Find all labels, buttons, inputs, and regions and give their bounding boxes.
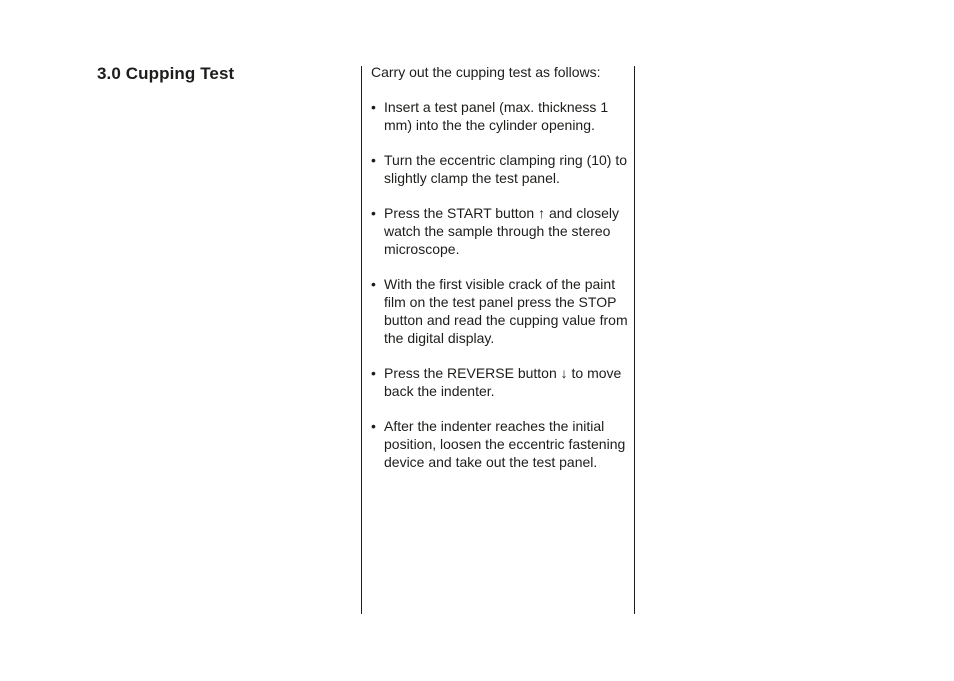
column-divider-left bbox=[361, 66, 362, 614]
instruction-step-5 bbox=[371, 364, 629, 400]
section-title: 3.0 Cupping Test bbox=[97, 64, 235, 83]
bullet-point: • bbox=[371, 99, 376, 115]
instruction-step-4 bbox=[371, 275, 629, 347]
instruction-step-text: Press the REVERSE button ↓ to move back the indenter. bbox=[384, 365, 622, 399]
instruction-step-text: After the indenter reaches the initial position, loosen the eccentric fastening device and take out the test panel. bbox=[384, 418, 626, 470]
instruction-step-text: Turn the eccentric clamping ring (10) to slightly clamp the test panel. bbox=[384, 152, 628, 186]
instruction-steps-list bbox=[371, 98, 629, 471]
bullet-point: • bbox=[371, 276, 376, 292]
instruction-step-1 bbox=[371, 98, 629, 134]
bullet-point: • bbox=[371, 418, 376, 434]
instructions-column bbox=[371, 63, 629, 488]
bullet-point: • bbox=[371, 205, 376, 221]
instruction-step-text: Insert a test panel (max. thickness 1 mm) into the the cylinder opening. bbox=[384, 99, 609, 133]
instruction-step-text: With the first visible crack of the paint film on the test panel press the STOP button and read the cupping value from the digital display. bbox=[384, 276, 628, 346]
bullet-point: • bbox=[371, 152, 376, 168]
instruction-step-text: Press the START button ↑ and closely watch the sample through the stereo microscope. bbox=[384, 205, 620, 257]
instructions-intro: Carry out the cupping test as follows: bbox=[371, 64, 601, 80]
instruction-step-2 bbox=[371, 151, 629, 187]
instruction-step-3 bbox=[371, 204, 629, 258]
instruction-step-6 bbox=[371, 417, 629, 471]
bullet-point: • bbox=[371, 365, 376, 381]
column-divider-right bbox=[634, 66, 635, 614]
